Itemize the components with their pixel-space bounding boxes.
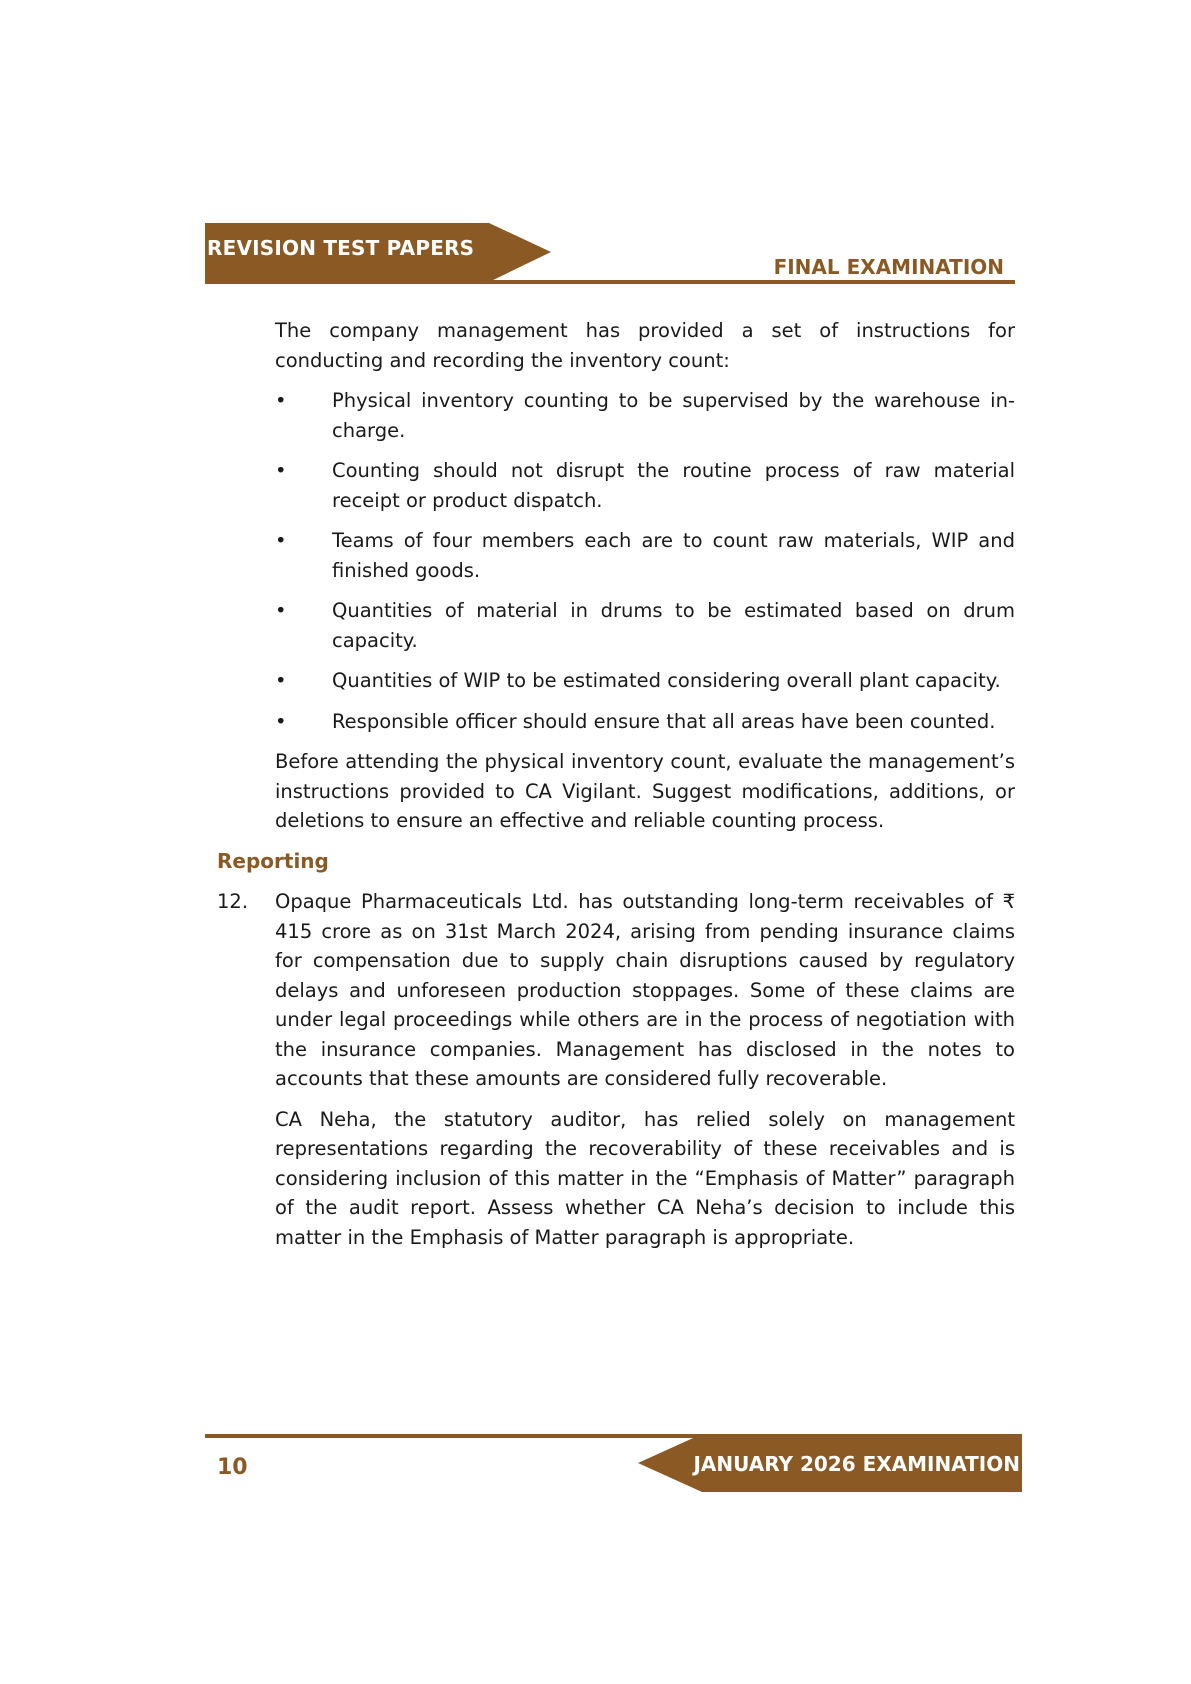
section-heading-reporting: Reporting <box>217 848 329 873</box>
list-item-text: Quantities of WIP to be estimated considering overall plant capacity. <box>332 669 1001 692</box>
bullet-icon: • <box>275 709 287 733</box>
list-item <box>217 386 1015 445</box>
bullet-icon: • <box>275 389 287 412</box>
task-paragraph: Before attending the physical inventory count, evaluate the management’s instructions provided to CA Vigilant. Suggest modifications, additions, or deletions to ensure an effective and reliable counting process. <box>275 750 1015 832</box>
list-item-text: Responsible officer should ensure that all areas have been counted. <box>332 709 996 733</box>
question-paragraph-1: Opaque Pharmaceuticals Ltd. has outstanding long-term receivables of ₹ 415 crore as on 31st March 2024, arising from pending insurance claims for compensation due to supply chain disruptions caused by regulatory delays and unforeseen production stoppages. Some of these claims are under legal proceedings while others are in the process of negotiation with the insurance companies. Management has disclosed in the notes to accounts that these amounts are considered fully recoverable. <box>275 890 1015 1090</box>
question-block <box>217 887 1015 1094</box>
list-item <box>217 596 1015 655</box>
intro-paragraph: The company management has provided a set of instructions for conducting and recording the inventory count: <box>275 319 1015 372</box>
header-tab-label: REVISION TEST PAPERS <box>207 236 475 260</box>
question-paragraph-2: CA Neha, the statutory auditor, has relied solely on management representations regarding the recoverability of these receivables and is considering inclusion of this matter in the “Emphasis of Matter” paragraph of the audit report. Assess whether CA Neha’s decision to include this matter in the Emphasis of Matter paragraph is appropriate. <box>275 1107 1015 1249</box>
list-item-text: Teams of four members each are to count raw materials, WIP and finished goods. <box>332 529 1015 582</box>
list-item <box>217 456 1015 515</box>
list-item-text: Counting should not disrupt the routine process of raw material receipt or product dispatch. <box>332 459 1015 512</box>
bullet-icon: • <box>275 459 287 482</box>
page-content <box>217 316 1015 1263</box>
header-rule <box>205 280 1015 284</box>
list-item <box>217 526 1015 585</box>
list-item <box>217 707 1015 737</box>
bullet-icon: • <box>275 599 287 622</box>
bullet-icon: • <box>275 529 287 552</box>
list-item-text: Physical inventory counting to be supervised by the warehouse in-charge. <box>332 389 1015 442</box>
instruction-list <box>217 386 1015 736</box>
list-item-text: Quantities of material in drums to be estimated based on drum capacity. <box>332 599 1015 652</box>
bullet-icon: • <box>275 669 287 692</box>
page-number: 10 <box>217 1455 248 1480</box>
footer-exam-label: JANUARY 2026 EXAMINATION <box>693 1452 1020 1476</box>
question-number: 12. <box>217 890 249 913</box>
list-item <box>217 666 1015 696</box>
header-exam-title: FINAL EXAMINATION <box>773 255 1004 279</box>
